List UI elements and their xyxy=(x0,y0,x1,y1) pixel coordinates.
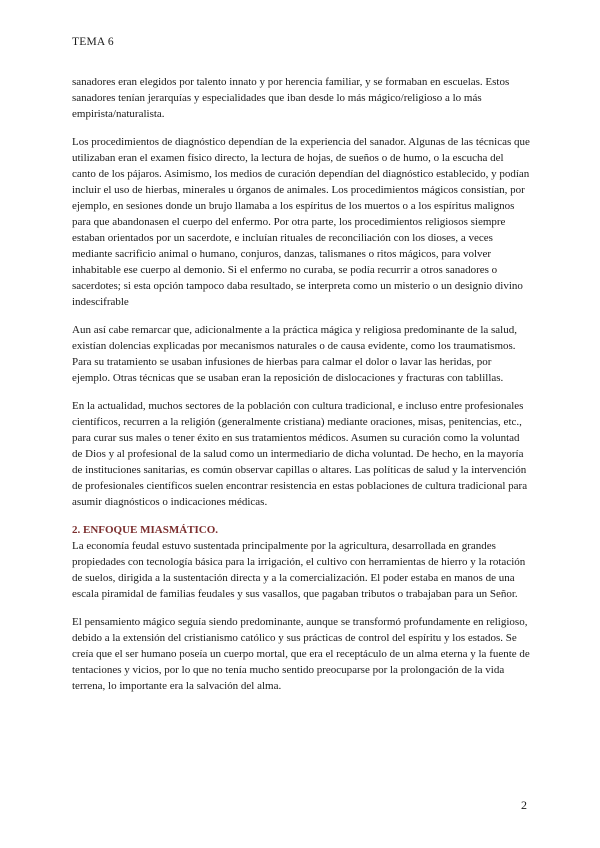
paragraph-1: sanadores eran elegidos por talento innato y por herencia familiar, y se formaban en escuelas. Estos sanadores tenían jerarquías y especialidades que iban desde lo más mágico/religioso a lo más empirista/naturalista. xyxy=(72,76,510,120)
paragraph-2: Los procedimientos de diagnóstico dependían de la experiencia del sanador. Algunas de las técnicas que utilizaban eran el examen físico directo, la lectura de hojas, de sueños o de humo, o la escucha del canto de los pájaros. Asimismo, los medios de curación dependían del diagnóstico establecido, y podían incluir el uso de hierbas, minerales u órganos de animales. Los procedimientos mágicos consistían, por ejemplo, en sesiones donde un brujo llamaba a los espíritus de los muertos o a los espíritus malignos para que abandonasen el cuerpo del enfermo. Por otra parte, los procedimientos religiosos siempre estaban orientados por un sacerdote, e incluían rituales de reconciliación con los dioses, a veces mediante sacrificio animal o humano, conjuros, danzas, talismanes o ritos mágicos, para volver inhabitable ese cuerpo al demonio. Si el enfermo no curaba, se podía recurrir a otros sanadores o sacerdotes; si esta opción tampoco daba resultado, se interpreta como un misterio o un designio divino indescifrable xyxy=(72,136,530,308)
paragraph-3: Aun así cabe remarcar que, adicionalmente a la práctica mágica y religiosa predominante de la salud, existían dolencias explicadas por mecanismos naturales o de causa evidente, como los traumatismos. Para su tratamiento se usaban infusiones de hierbas para calmar el dolor o lavar las heridas, por ejemplo. Otras técnicas que se usaban eran la reposición de dislocaciones y fracturas con tablillas. xyxy=(72,324,517,384)
paragraph-5: La economía feudal estuvo sustentada principalmente por la agricultura, desarrollada en grandes propiedades con tecnología básica para la irrigación, el cultivo con herramientas de hierro y la rotación de suelos, dirigida a la sustentación directa y a la comercialización. El poder estaba en manos de una escala piramidal de familias feudales y sus vasallos, que pagaban tributos o trabajaban para un Señor. xyxy=(72,540,526,600)
paragraph-4: En la actualidad, muchos sectores de la población con cultura tradicional, e incluso entre profesionales científicos, recurren a la religión (generalmente cristiana) mediante oraciones, misas, penitencias, etc., para curar sus males o tener éxito en sus tratamientos médicos. Asumen su curación como la voluntad de Dios y al profesional de la salud como un intermediario de dicha voluntad. De hecho, en la mayoría de instituciones sanitarias, es común observar capillas o altares. Las políticas de salud y la intervención de profesionales científicos suelen encontrar resistencia en estas poblaciones de cultura tradicional para asumir diagnósticos o indicaciones médicas. xyxy=(72,400,528,508)
paragraph-6: El pensamiento mágico seguía siendo predominante, aunque se transformó profundamente en religioso, debido a la extensión del cristianismo católico y sus prácticas de control del espíritu y los estados. Se creía que el ser humano poseía un cuerpo mortal, que era el receptáculo de un alma eterna y la fuente de tentaciones y vicios, por lo que no tenía mucho sentido preocuparse por la prolongación de la vida terrena, lo importante era la salvación del alma. xyxy=(72,616,530,692)
page-number: 2 xyxy=(521,798,527,812)
document-body xyxy=(72,74,530,706)
page-header: TEMA 6 xyxy=(72,36,114,48)
section-heading: 2. ENFOQUE MIASMÁTICO. xyxy=(72,524,219,536)
